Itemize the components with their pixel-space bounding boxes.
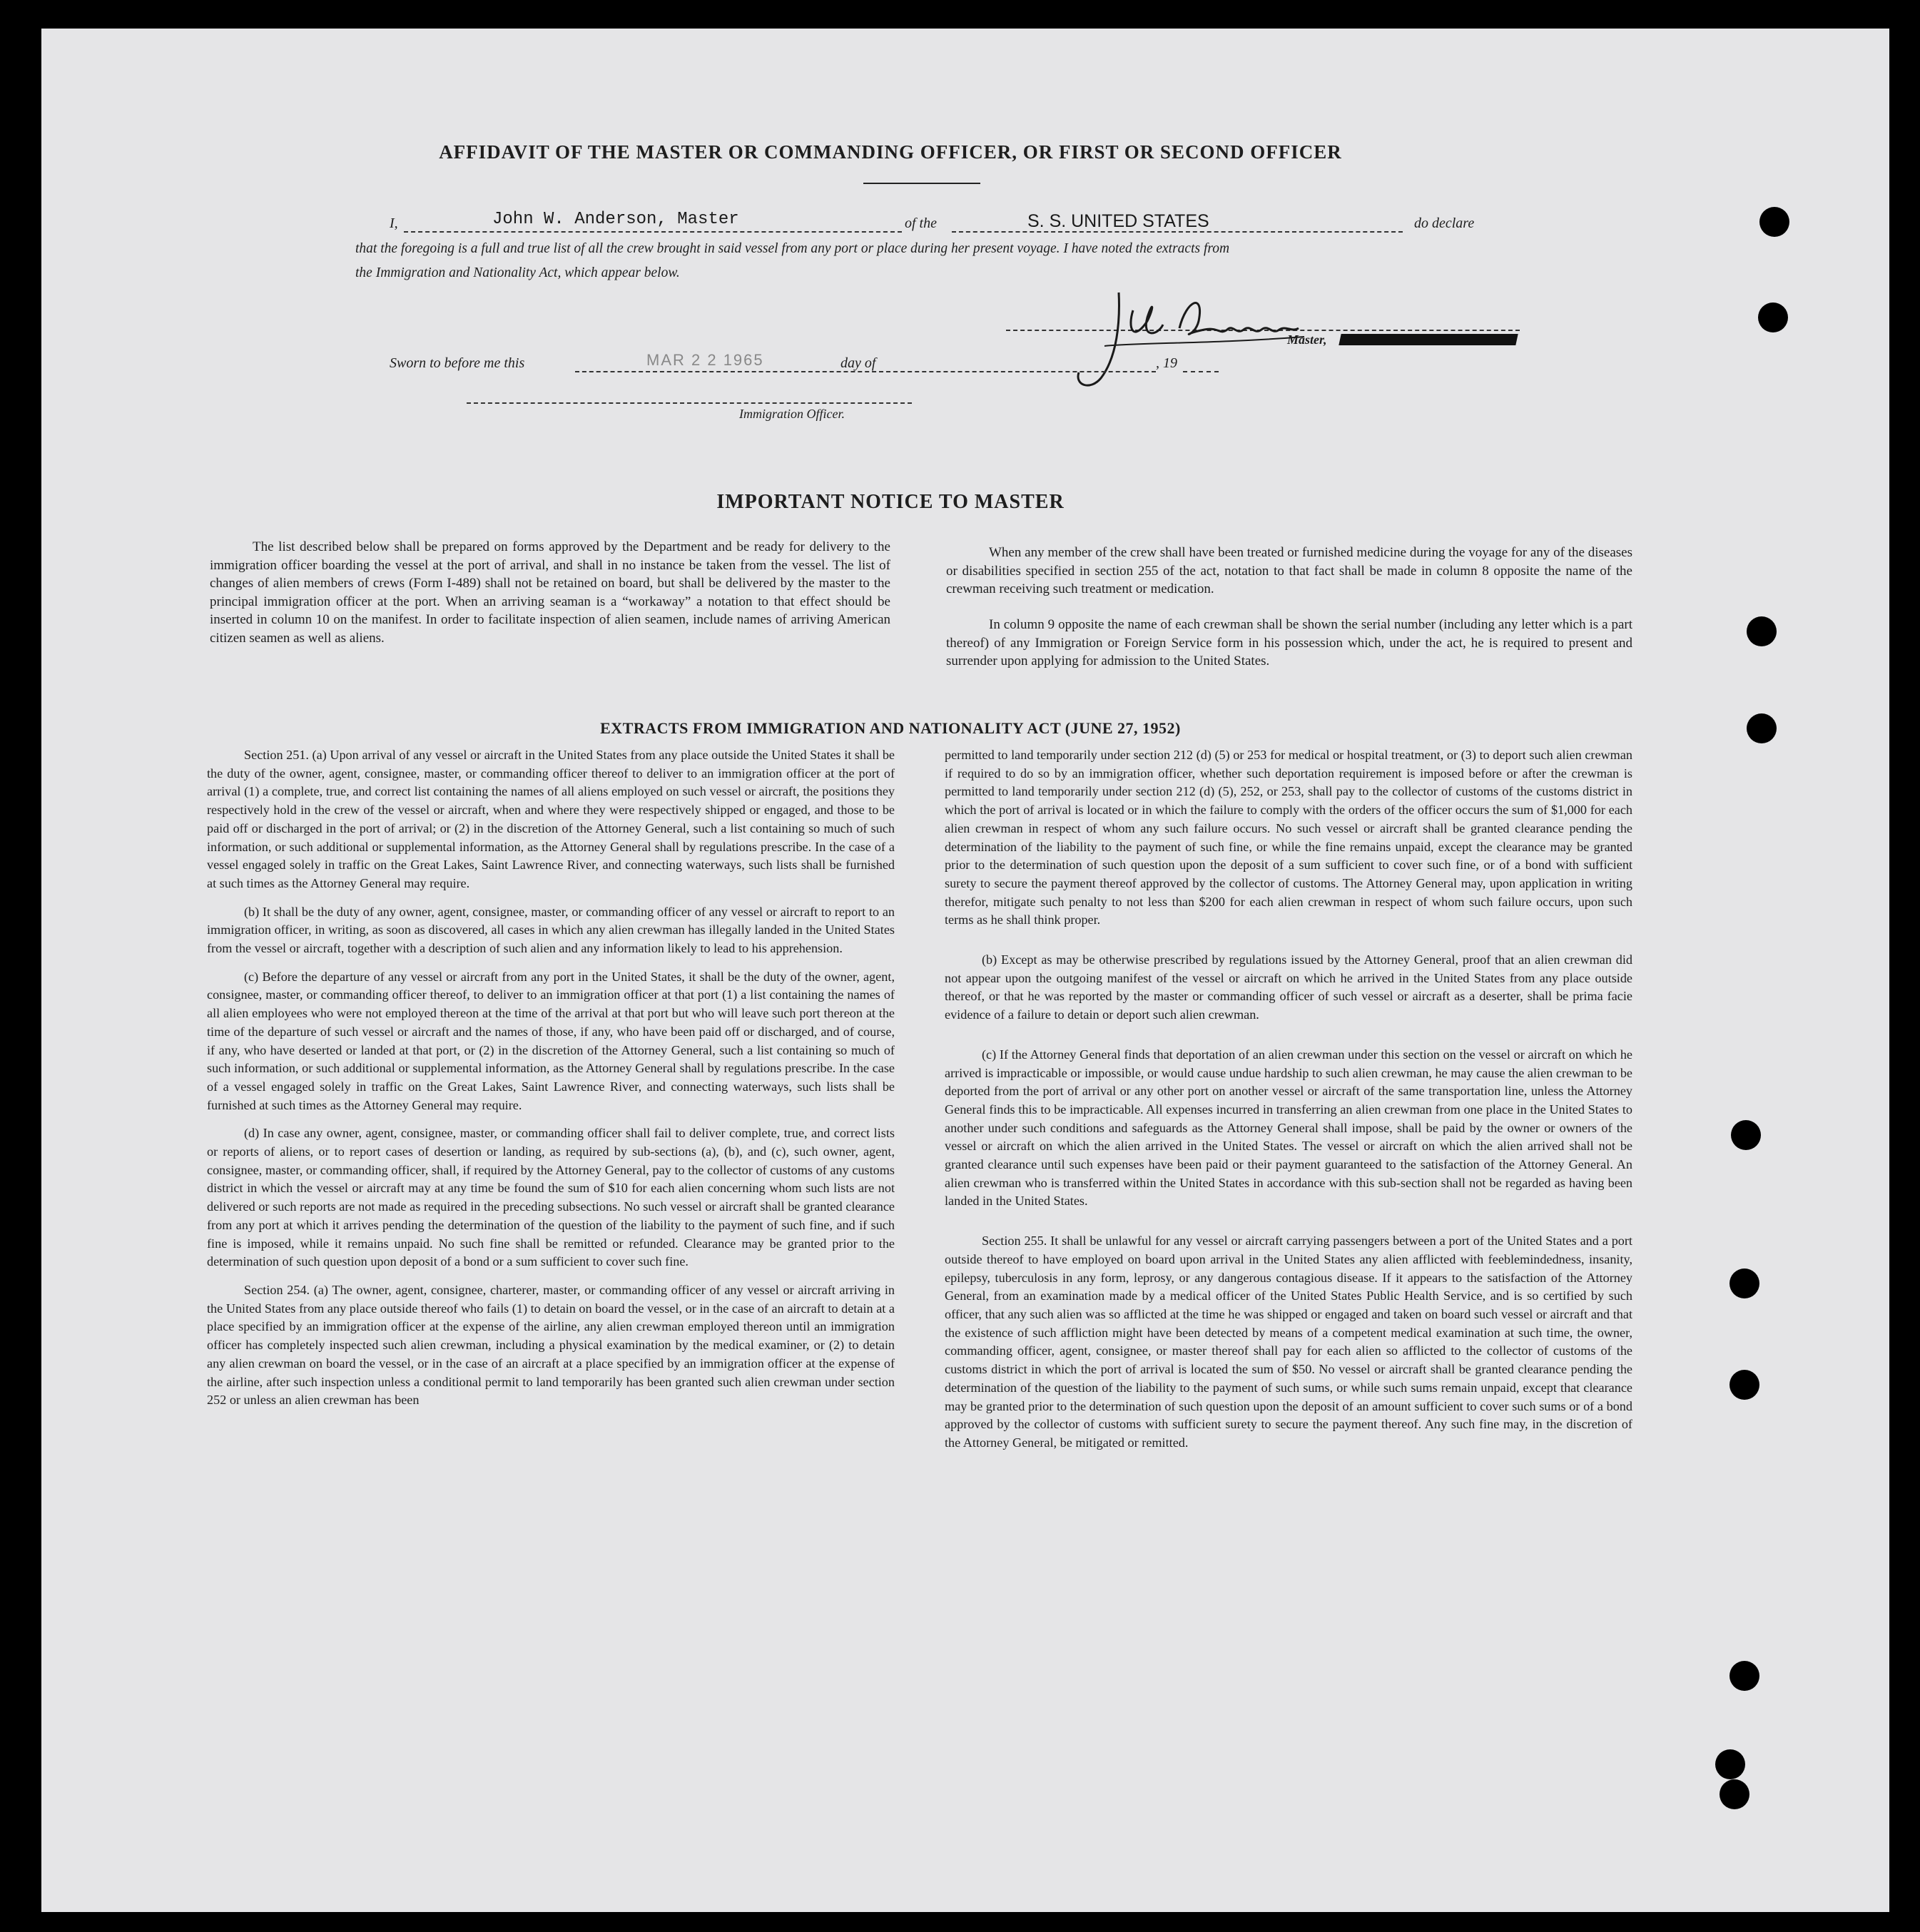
extracts-title: EXTRACTS FROM IMMIGRATION AND NATIONALITY ACT (JUNE 27, 1952)	[600, 719, 1181, 737]
month-line	[886, 371, 1156, 372]
section-254-c: (c) If the Attorney General finds that deportation of an alien crewman under this section on the vessel or aircraft on which he arrived is impracticable or impossible, or would cause undue hardship to such alien crewman, he may cause the alien crewman to be deported from the port of arrival or any other port on another vessel or aircraft of the same transportation line, unless the Attorney General finds this to be impracticable. All expenses incurred in transferring an alien crewman from one place in the United States to another under such conditions and safeguards as the Attorney General shall impose, shall be paid by the owner or owners of the vessel or aircraft on which the alien arrived in the United States. The vessel or aircraft on which the alien arrived shall not be granted clearance until such expenses have been paid or their payment guaranteed to the satisfaction of the Attorney General. An alien crewman who is transferred within the United States in accordance with this sub-section shall not be regarded as having been landed in the United States.	[945, 1047, 1632, 1209]
affidavit-title: AFFIDAVIT OF THE MASTER OR COMMANDING OFFICER, OR FIRST OR SECOND OFFICER	[439, 141, 1342, 163]
name-field-line	[404, 231, 902, 233]
section-254-a-continued: permitted to land temporarily under section 212 (d) (5) or 253 for medical or hospital treatment, or (3) to deport such alien crewman if required to do so by an immigration officer, whether such deportation requirement is imposed before or after the crewman is permitted to land temporarily under section 212 (d) (5), 252, or 253, shall pay to the collector of customs of the customs district in which the port of arrival is located or in which the failure to comply with the orders of the officer occurs the sum of $1,000 for each alien crewman in respect of whom any such failure occurs. No such vessel or aircraft shall be granted clearance pending the determination of the liability to the payment of such fine, or while the fine remains unpaid, except the clearance may be granted prior to the determination of such question upon the deposit of a sum sufficient to cover such fine, or of a bond with sufficient surety to secure the payment thereof approved by the collector of customs. The Attorney General may, upon application in writing therefor, mitigate such penalty to not less than $200 for each alien crewman in respect of whom such failure occurs, upon such terms as he shall think proper.	[945, 748, 1632, 927]
redaction-bar	[1339, 334, 1518, 345]
binder-hole	[1747, 616, 1777, 646]
section-251-d: (d) In case any owner, agent, consignee, master, or commanding officer shall fail to deliver complete, true, and correct lists or reports of aliens, or to report cases of desertion or landing, as required by sub-sections (a), (b), and (c), such owner, agent, consignee, master, or commanding officer, shall, if required by the Attorney General, pay to the collector of customs of any customs district in which the vessel or aircraft may at any time be found the sum of $10 for each alien concerning whom such lists are not delivered or such reports are not made as required in the preceding subsections. No such vessel or aircraft shall be granted clearance from any port at which it arrives pending the determination of the question of the liability to the payment of such fine, and if such fine is imposed, while it remains unpaid. No such fine shall be remitted or refunded. Clearance may be granted prior to the determination of such question upon deposit of a bond or a sum sufficient to cover such fine.	[207, 1126, 895, 1269]
signature-image	[1033, 278, 1319, 407]
notice-title: IMPORTANT NOTICE TO MASTER	[716, 491, 1065, 513]
sworn-label: Sworn to before me this	[390, 355, 525, 371]
immigration-officer-label: Immigration Officer.	[739, 407, 845, 421]
section-254-b: (b) Except as may be otherwise prescribed by regulations issued by the Attorney General, proof that an alien crewman did not appear upon the outgoing manifest of the vessel or aircraft on which he arrived in the United States from any place outside thereof, or that he was reported by the master or commanding officer of such vessel or aircraft as a deserter, shall be prima facie evidence of a failure to detain or deport such alien crewman.	[945, 952, 1632, 1022]
day-of-label: day of	[840, 355, 876, 371]
binder-hole	[1747, 713, 1777, 743]
section-251-b: (b) It shall be the duty of any owner, agent, consignee, master, or commanding officer of any vessel or aircraft to report to an immigration officer, in writing, as soon as discovered, all cases in which any alien crewman has illegally landed in the United States from the vessel or aircraft, together with a description of such alien and any information likely to lead to his apprehension.	[207, 904, 895, 956]
sworn-date-line	[575, 371, 883, 372]
binder-hole	[1759, 207, 1789, 237]
document-page	[41, 29, 1889, 1912]
immigration-officer-line	[467, 402, 912, 404]
do-declare-label: do declare	[1414, 215, 1475, 231]
year-line	[1183, 371, 1219, 372]
title-divider	[863, 183, 980, 184]
master-name-value: John W. Anderson, Master	[492, 210, 739, 229]
section-251-c: (c) Before the departure of any vessel or aircraft from any port in the United States, it shall be the duty of the owner, agent, consignee, master, or commanding officer thereof, to deliver to an immigration officer at that port (1) a list containing the names of all alien employees who were not employed thereon at the time of the arrival at that port but who will leave such port thereon at the time of the departure of such vessel or aircraft and the names of those, if any, who have been paid off or discharged, and of course, if any, who have deserted or landed at that port, or (2) in the discretion of the Attorney General, such a list containing so much of such information, or such additional or supplemental information, as the Attorney General shall by regulations prescribe. In the case of a vessel engaged solely in traffic on the Great Lakes, Saint Lawrence River, and connecting waterways, such lists shall be furnished at such times as the Attorney General may require.	[207, 969, 895, 1112]
sworn-date-stamp: MAR 2 2 1965	[646, 351, 764, 369]
binder-hole	[1720, 1779, 1749, 1809]
vessel-name-value: S. S. UNITED STATES	[1027, 211, 1209, 231]
master-title-label: Master,	[1287, 332, 1327, 347]
extracts-right-column	[945, 746, 1632, 1463]
binder-hole	[1729, 1370, 1759, 1400]
binder-hole	[1715, 1749, 1745, 1779]
binder-hole	[1758, 302, 1788, 332]
year-label: , 19	[1156, 355, 1177, 371]
section-251-a: Section 251. (a) Upon arrival of any vessel or aircraft in the United States from any place outside the United States it shall be the duty of the owner, agent, consignee, master, or commanding officer thereof to deliver to an immigration officer at the port of arrival (1) a complete, true, and correct list containing the names of all aliens employed on such vessel or aircraft, the positions they respectively hold in the crew of the vessel or aircraft, when and where they were respectively shipped or engaged, and those to be paid off or discharged in the port of arrival; or (2) in the discretion of the Attorney General, such a list containing so much of such information, or such additional or supplemental information, as the Attorney General shall by regulations prescribe. In the case of a vessel engaged solely in traffic on the Great Lakes, Saint Lawrence River, and connecting waterways, such lists shall be furnished at such times as the Attorney General may require.	[207, 748, 895, 890]
affidavit-statement-line-2: the Immigration and Nationality Act, which appear below.	[355, 265, 680, 280]
binder-hole	[1729, 1268, 1759, 1298]
section-254-a: Section 254. (a) The owner, agent, consignee, charterer, master, or commanding officer of any vessel or aircraft arriving in the United States from any place outside thereof who fails (1) to detain on board the vessel, or in the case of an aircraft to detain at a place specified by an immigration officer at the expense of the airline, any alien crewman employed thereon until an immigration officer has completely inspected such alien crewman, including a physical examination by the medical examiner, or (2) to detain any alien crewman on board the vessel, or in the case of an aircraft at a place specified by an immigration officer at the expense of the airline, after such inspection unless a conditional permit to land temporarily has been granted such alien crewman under section 252 or unless an alien crewman has been	[207, 1282, 895, 1408]
notice-right-paragraph-2: In column 9 opposite the name of each crewman shall be shown the serial number (including any letter which is a part thereof) of any Immigration or Foreign Service form in his possession which, under the act, he is required to present and surrender upon applying for admission to the United States.	[946, 617, 1632, 668]
extracts-left-column	[207, 746, 895, 1420]
notice-right-paragraph-1: When any member of the crew shall have been treated or furnished medicine during the voyage for any of the diseases or disabilities specified in section 255 of the act, notation to that fact shall be made in column 8 opposite the name of the crewman receiving such treatment or medication.	[946, 545, 1632, 596]
i-label: I,	[390, 215, 398, 231]
binder-hole	[1729, 1661, 1759, 1691]
affidavit-statement-line-1: that the foregoing is a full and true list of all the crew brought in said vessel from any port or place during her present voyage. I have noted the extracts from	[355, 241, 1230, 256]
notice-left-paragraph: The list described below shall be prepared on forms approved by the Department and be ready for delivery to the immigration officer boarding the vessel at the port of arrival, and shall in no instance be taken from the vessel. The list of changes of alien members of crews (Form I-489) shall not be retained on board, but shall be delivered by the master to the principal immigration officer at the port. When an arriving seaman is a “workaway” a notation to that effect should be inserted in column 10 on the manifest. In order to facilitate inspection of alien seamen, include names of arriving American citizen seamen as well as aliens.	[210, 539, 890, 646]
of-the-label: of the	[905, 215, 937, 231]
section-255: Section 255. It shall be unlawful for any vessel or aircraft carrying passengers between a port of the United States and a port outside thereof to have employed on board upon arrival in the United States any alien afflicted with feeblemindedness, insanity, epilepsy, tuberculosis in any form, leprosy, or any dangerous contagious disease. If it appears to the satisfaction of the Attorney General, from an examination made by a medical officer of the United States Public Health Service, and is so certified by such officer, that any such alien was so afflicted at the time he was shipped or engaged and taken on board such vessel or aircraft and that the existence of such affliction might have been detected by means of a competent medical examination at such time, the owner, commanding officer, agent, consignee, or master thereof shall pay for each alien so afflicted to the collector of customs of the customs district in which the port of arrival is located the sum of $50. No vessel or aircraft shall be granted clearance pending the determination of the question of the liability to the payment of such sums, or while such sums remain unpaid, except that clearance may be granted prior to the determination of such question upon the deposit of an amount sufficient to cover such sums or of a bond approved by the collector of customs with sufficient surety to secure the payment thereof. Any such fine may, in the discretion of the Attorney General, be mitigated or remitted.	[945, 1234, 1632, 1450]
binder-hole	[1731, 1120, 1761, 1150]
